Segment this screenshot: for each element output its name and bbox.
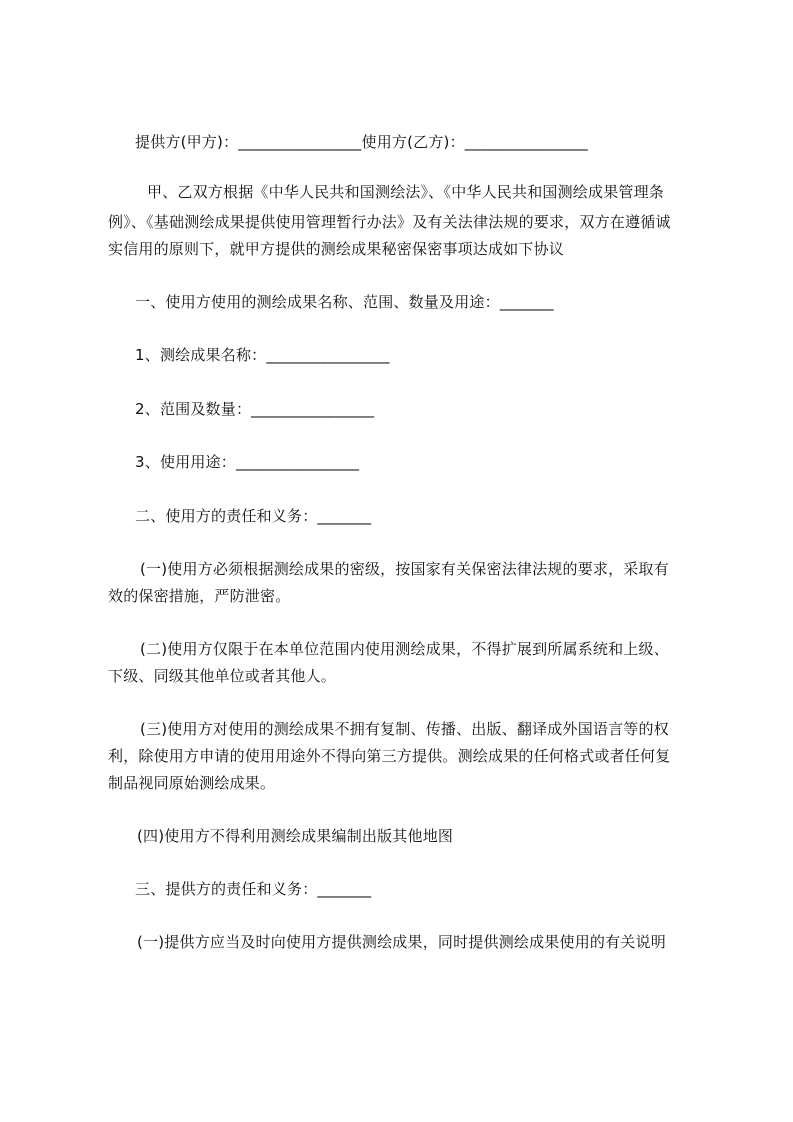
section3-clause1: (一)提供方应当及时向使用方提供测绘成果，同时提供测绘成果使用的有关说明	[137, 933, 666, 951]
section2-clause1-line-1: (一)使用方必须根据测绘成果的密级，按国家有关保密法律法规的要求，采取有	[140, 560, 669, 578]
section2-clause3-line-1: (三)使用方对使用的测绘成果不拥有复制、传播、出版、翻译成外国语言等的权	[140, 720, 669, 738]
preamble-line-1: 甲、乙双方根据《中华人民共和国测绘法》、《中华人民共和国测绘成果管理条	[147, 183, 665, 201]
section2-clause3-line-2: 利，除使用方申请的使用用途外不得向第三方提供。测绘成果的任何格式或者任何复	[108, 747, 671, 765]
section2-clause1-line-2: 效的保密措施，严防泄密。	[108, 587, 291, 605]
section3-heading: 三、提供方的责任和义务：_______	[135, 880, 372, 898]
section2-heading: 二、使用方的责任和义务：_______	[135, 507, 372, 525]
section2-clause2-line-2: 下级、同级其他单位或者其他人。	[108, 667, 337, 685]
parties-line: 提供方(甲方)：________________使用方(乙方)：________________	[135, 133, 589, 151]
section2-clause4: (四)使用方不得利用测绘成果编制出版其他地图	[137, 827, 454, 845]
section1-item-2: 2、范围及数量：________________	[135, 400, 375, 418]
section1-item-1: 1、测绘成果名称：________________	[135, 346, 390, 364]
preamble-line-3: 实信用的原则下，就甲方提供的测绘成果秘密保密事项达成如下协议	[108, 240, 565, 258]
section2-clause3-line-3: 制品视同原始测绘成果。	[108, 774, 276, 792]
section2-clause2-line-1: (二)使用方仅限于在本单位范围内使用测绘成果，不得扩展到所属系统和上级、	[140, 640, 669, 658]
section1-heading: 一、使用方使用的测绘成果名称、范围、数量及用途：_______	[135, 293, 554, 311]
preamble-line-2: 例》、《基础测绘成果提供使用管理暂行办法》及有关法律法规的要求，双方在遵循诚	[108, 213, 671, 231]
section1-item-3: 3、使用用途：________________	[135, 453, 360, 471]
